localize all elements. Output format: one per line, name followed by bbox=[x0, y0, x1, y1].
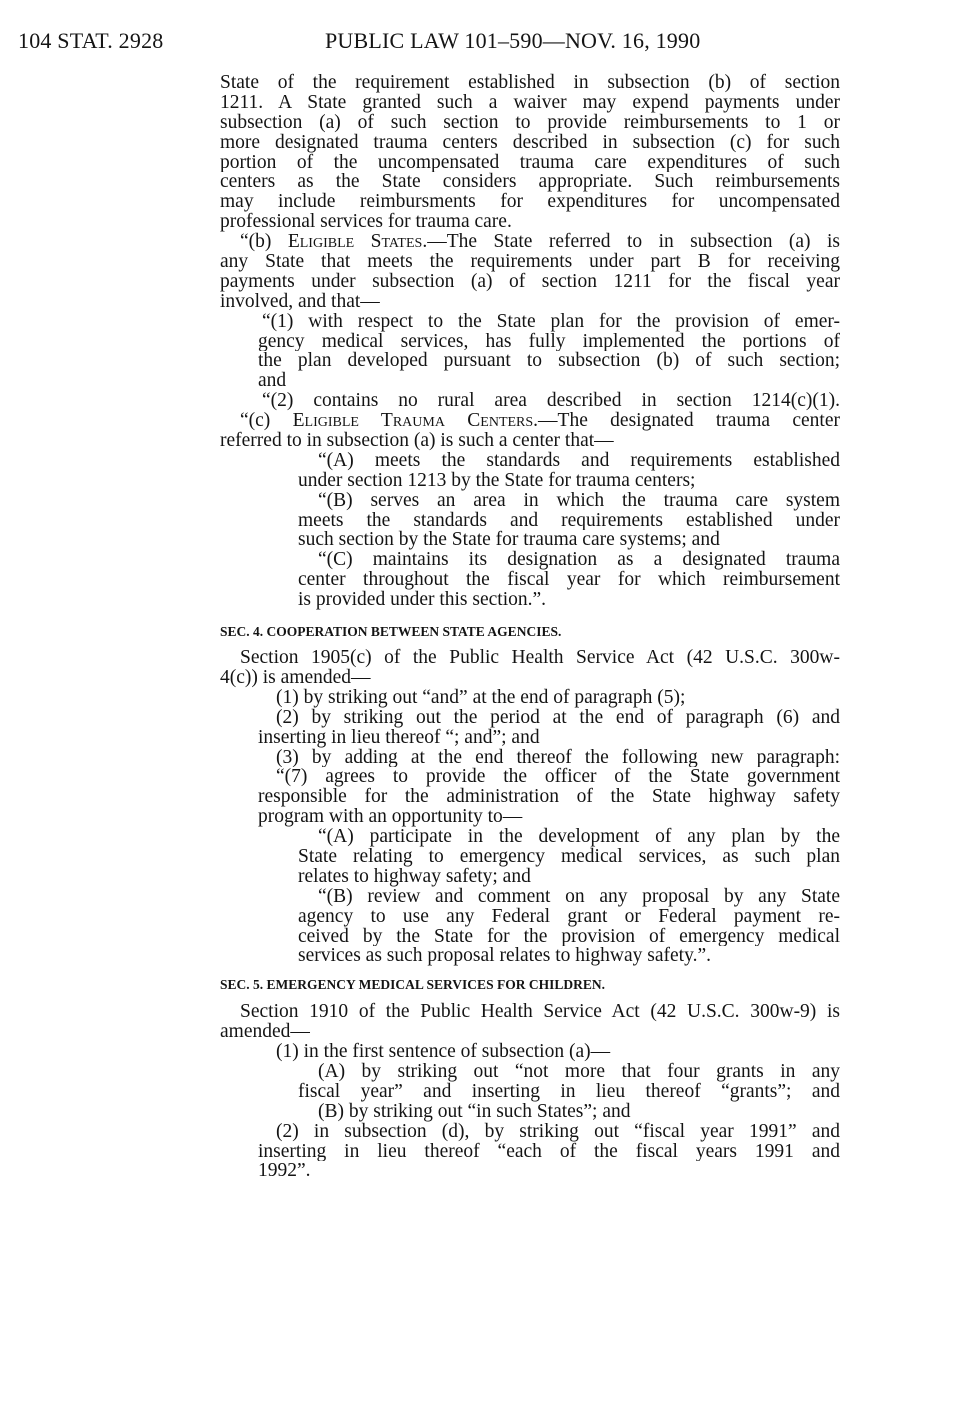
subsection-caption: Eligible States bbox=[287, 232, 423, 253]
text-line: services as such proposal relates to highway safety.”. bbox=[298, 945, 711, 967]
text-line: inserting in lieu thereof “each of the fiscal years 1991 and bbox=[258, 1141, 840, 1162]
text-span: “(b) bbox=[240, 232, 288, 253]
text-line: agency to use any Federal grant or Federal payment re- bbox=[298, 906, 840, 927]
text-line: referred to in subsection (a) is such a center that— bbox=[220, 430, 614, 452]
running-header-title: PUBLIC LAW 101–590—NOV. 16, 1990 bbox=[325, 28, 701, 53]
text-line: gency medical services, has fully implemented the portions of bbox=[258, 331, 840, 352]
text-line: fiscal year” and inserting in lieu thereof “grants”; and bbox=[298, 1081, 840, 1102]
text-line: 4(c)) is amended— bbox=[220, 666, 371, 688]
text-span: .—The designated trauma center bbox=[533, 411, 840, 432]
text-line: 1211. A State granted such a waiver may expend payments under bbox=[220, 92, 840, 113]
text-line: under section 1213 by the State for trauma centers; bbox=[298, 469, 696, 491]
text-line: meets the standards and requirements established under bbox=[298, 510, 840, 531]
text-line: involved, and that— bbox=[220, 290, 380, 312]
page-stat-number: 104 STAT. 2928 bbox=[18, 28, 164, 53]
text-line: subsection (a) of such section to provide reimbursements to 1 or bbox=[220, 112, 840, 133]
text-line: (1) in the first sentence of subsection (a)— bbox=[276, 1041, 611, 1063]
text-line: Section 1910 of the Public Health Service Act (42 U.S.C. 300w-9) is bbox=[240, 1002, 840, 1023]
text-line bbox=[240, 232, 840, 252]
text-line: “(C) maintains its designation as a designated trauma bbox=[318, 550, 840, 571]
text-line: (2) by striking out the period at the end of paragraph (6) and bbox=[276, 707, 840, 728]
text-line: “(A) meets the standards and requirements established bbox=[318, 450, 840, 471]
text-line: 1992”. bbox=[258, 1160, 311, 1182]
text-line: the plan developed pursuant to subsection (b) of such section; bbox=[258, 351, 840, 372]
text-line: (B) by striking out “in such States”; and bbox=[318, 1100, 631, 1122]
text-line: ceived by the State for the provision of emergency medical bbox=[298, 926, 840, 947]
text-line: more designated trauma centers described in subsection (c) for such bbox=[220, 132, 840, 153]
text-line: “(1) with respect to the State plan for the provision of emer- bbox=[262, 311, 840, 332]
text-line: (2) in subsection (d), by striking out “fiscal year 1991” and bbox=[276, 1121, 840, 1142]
text-line: “(7) agrees to provide the officer of the State government bbox=[276, 767, 840, 788]
text-line: “(B) serves an area in which the trauma care system bbox=[318, 490, 840, 511]
text-line: (1) by striking out “and” at the end of paragraph (5); bbox=[276, 686, 686, 708]
text-line: inserting in lieu thereof “; and”; and bbox=[258, 726, 540, 748]
text-span: .—The State referred to in subsection (a) is bbox=[422, 232, 840, 253]
section-heading: SEC. 4. COOPERATION BETWEEN STATE AGENCIES. bbox=[220, 624, 562, 640]
text-line bbox=[240, 411, 840, 431]
text-block bbox=[0, 1002, 953, 1181]
text-span: “(c) bbox=[240, 411, 293, 432]
text-line: State of the requirement established in subsection (b) of section bbox=[220, 73, 840, 93]
text-line: program with an opportunity to— bbox=[258, 806, 523, 828]
text-block bbox=[0, 648, 953, 966]
text-block bbox=[0, 73, 953, 610]
text-line: (3) by adding at the end thereof the following new paragraph: bbox=[276, 747, 840, 768]
text-line: “(A) participate in the development of any plan by the bbox=[318, 827, 840, 847]
text-line: “(2) contains no rural area described in section 1214(c)(1). bbox=[262, 391, 840, 412]
text-line: relates to highway safety; and bbox=[298, 865, 531, 887]
text-line: is provided under this section.”. bbox=[298, 589, 547, 611]
text-line: professional services for trauma care. bbox=[220, 211, 512, 233]
text-line: payments under subsection (a) of section 1211 for the fiscal year bbox=[220, 271, 840, 292]
subsection-caption: Eligible Trauma Centers bbox=[292, 411, 534, 432]
section-heading: SEC. 5. EMERGENCY MEDICAL SERVICES FOR CHILDREN. bbox=[220, 977, 605, 993]
text-line: center throughout the fiscal year for which reimbursement bbox=[298, 570, 840, 591]
text-line: State relating to emergency medical services, as such plan bbox=[298, 846, 840, 867]
text-line: such section by the State for trauma care systems; and bbox=[298, 529, 720, 551]
text-line: portion of the uncompensated trauma care expenditures of such bbox=[220, 152, 840, 173]
text-line: and bbox=[258, 370, 287, 392]
text-line: amended— bbox=[220, 1021, 310, 1043]
text-line: Section 1905(c) of the Public Health Service Act (42 U.S.C. 300w- bbox=[240, 648, 840, 668]
text-line: any State that meets the requirements under part B for receiving bbox=[220, 252, 840, 272]
text-line: centers as the State considers appropriate. Such reimbursements bbox=[220, 172, 840, 193]
text-line: “(B) review and comment on any proposal by any State bbox=[318, 886, 840, 907]
text-line: (A) by striking out “not more that four grants in any bbox=[318, 1061, 840, 1082]
text-line: may include reimbursments for expenditures for uncompensated bbox=[220, 192, 840, 213]
document-body bbox=[0, 73, 953, 1181]
text-line: responsible for the administration of the State highway safety bbox=[258, 787, 840, 808]
